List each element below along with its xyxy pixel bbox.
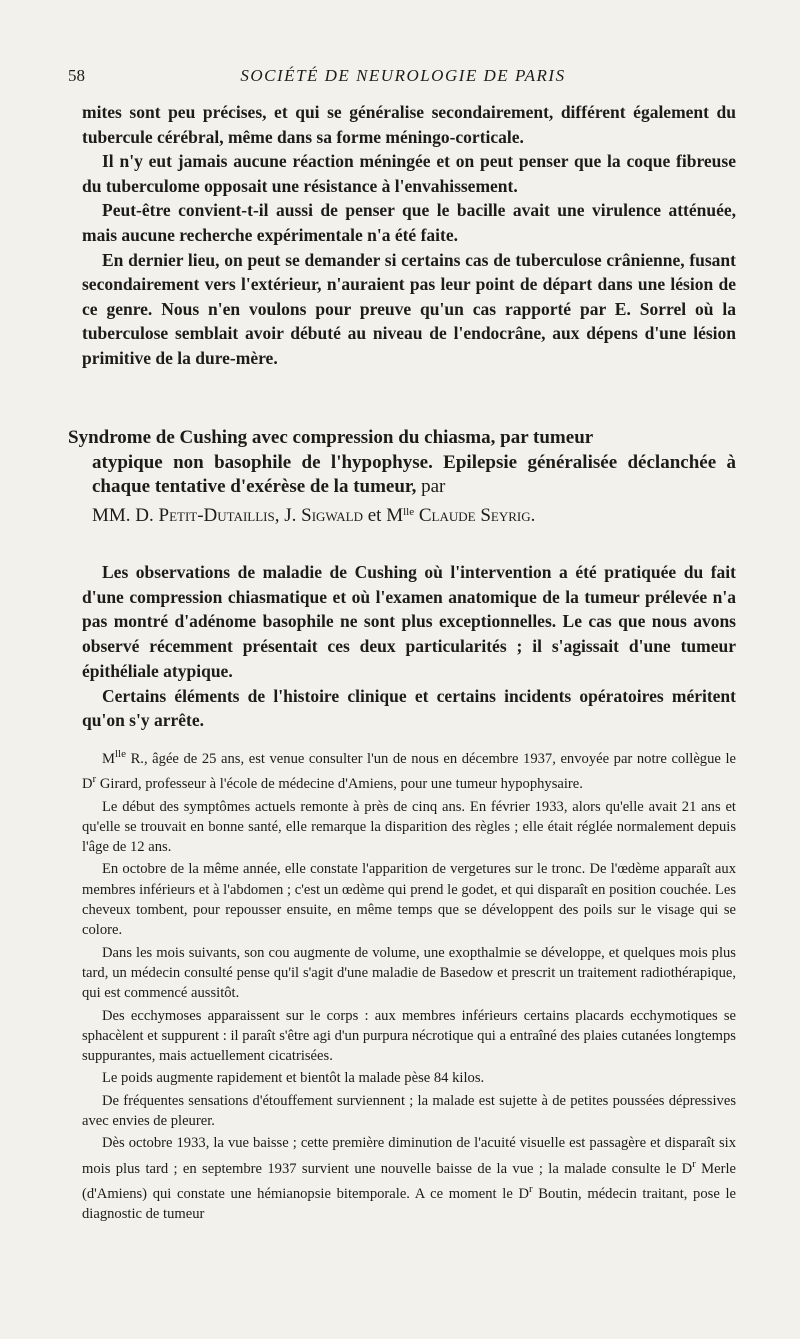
page-number: 58: [68, 66, 85, 85]
article-body: [82, 560, 736, 733]
case-paragraph: Dès octobre 1933, la vue baisse ; cette première diminution de l'acuité visuelle est passagère et disparaît six mois plus tard ; en septembre 1937 survient une nouvelle baisse de la vue ; la malade consulte le $D^r$ Merle (d'Amiens) qui constate une hémianopsie bitemporale. A ce moment le $D^r$ Boutin, médecin traitant, pose le diagnostic de tumeur: [82, 1135, 737, 1223]
body-paragraph: Certains éléments de l'histoire clinique et certains incidents opératoires méritent qu'on s'y arrête.: [82, 685, 736, 731]
running-head: [68, 66, 738, 88]
intro-paragraph: En dernier lieu, on peut se demander si certains cas de tuberculose crânienne, fusant secondairement vers l'extérieur, n'auraient pas leur point de départ dans une lésion de ce genre. Nous n'en voulons pour preuve qu'un cas rapporté par E. Sorrel où la tuberculose semblait avoir débuté au niveau de l'endocrâne, aux dépens d'une lésion primitive de la dure-mère.: [82, 249, 736, 368]
author-name: Claude Seyrig: [418, 504, 531, 526]
case-paragraph: Le poids augmente rapidement et bientôt la malade pèse 84 kilos.: [102, 1070, 485, 1087]
article-heading: [68, 426, 736, 528]
case-report: [82, 744, 736, 1225]
intro-paragraph: Peut-être convient-t-il aussi de penser que le bacille avait une virulence atténuée, mais aucune recherche expérimentale n'a été faite.: [82, 200, 736, 245]
author-name: Petit-Dutaillis: [158, 504, 275, 526]
author-name: Sigwald: [301, 504, 363, 526]
article-title-line1: Syndrome de Cushing avec compression du chiasma, par tumeur: [68, 427, 594, 448]
article-authors: MM. D. Petit-Dutaillis, J. Sigwald et $M^{lle}$ Claude Seyrig.: [92, 504, 536, 526]
intro-text: [82, 100, 736, 371]
article-title-line2: atypique non basophile de l'hypophyse. Epilepsie généralisée déclanchée à chaque tentative d'exérèse de la tumeur, par: [92, 451, 736, 497]
case-paragraph: De fréquentes sensations d'étouffement surviennent ; la malade est sujette à de petites poussées dépressives avec envies de pleurer.: [82, 1092, 736, 1130]
case-paragraph: En octobre de la même année, elle constate l'apparition de vergetures sur le tronc. De l'œdème apparaît aux membres inférieurs et à l'abdomen ; c'est un œdème qui prend le godet, et qui disparaît en position couchée. Les cheveux tombent, pour repousser ensuite, en même temps que se développent des poils sur le visage qui se colore.: [82, 861, 736, 939]
case-paragraph: Le début des symptômes actuels remonte à près de cinq ans. En février 1933, alors qu'elle avait 21 ans et qu'elle se trouvait en bonne santé, elle remarque la disparition des règles ; elle était réglée normalement depuis l'âge de 12 ans.: [82, 798, 736, 856]
body-paragraph: Les observations de maladie de Cushing où l'intervention a été pratiquée du fait d'une compression chiasmatique et où l'examen anatomique de la tumeur prélevée n'a pas montré d'adénome basophile ne sont plus exceptionnelles. Le cas que nous avons observé récemment présentait ces deux particularités ; il s'agissait d'une tumeur épithéliale atypique.: [82, 562, 736, 681]
intro-paragraph: Il n'y eut jamais aucune réaction méningée et on peut penser que la coque fibreuse du tuberculome opposait une résistance à l'envahissement.: [82, 151, 736, 196]
case-paragraph: $M^{lle}$ R., âgée de 25 ans, est venue consulter l'un de nous en décembre 1937, envoyée par notre collègue le $D^r$ Girard, professeur à l'école de médecine d'Amiens, pour une tumeur hypophysaire.: [82, 748, 736, 793]
par-word: par: [421, 476, 446, 497]
case-paragraph: Dans les mois suivants, son cou augmente de volume, une exopthalmie se développe, et quelques mois plus tard, un médecin consulté pense qu'il s'agit d'une maladie de Basedow et prescrit un traitement radiothérapique, qui est commencé aussitôt.: [82, 944, 736, 1002]
intro-paragraph: mites sont peu précises, et qui se généralise secondairement, différent également du tubercule cérébral, même dans sa forme méningo-corticale.: [82, 102, 736, 147]
journal-title: SOCIÉTÉ DE NEUROLOGIE DE PARIS: [240, 66, 566, 85]
case-paragraph: Des ecchymoses apparaissent sur le corps : aux membres inférieurs certains placards ecchymotiques se sphacèlent et suppurent : il paraît s'être agi d'un purpura nécrotique qui a entraîné des plaies cutanées longtemps suppurantes, mais actuellement cicatrisées.: [82, 1007, 736, 1065]
